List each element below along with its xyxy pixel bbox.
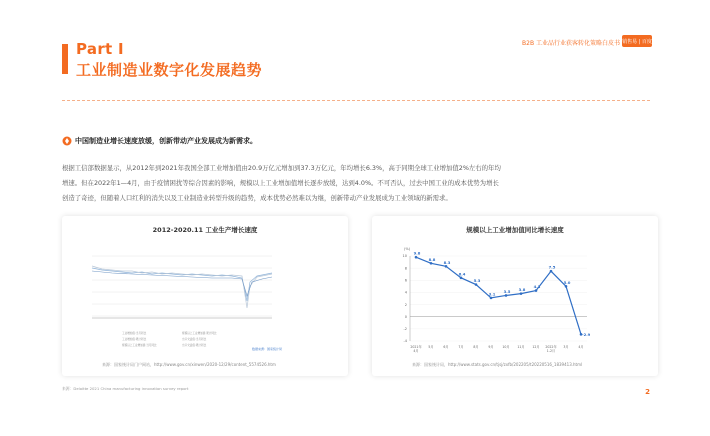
data-point	[550, 270, 553, 273]
x-tick-label: 9月	[488, 345, 494, 349]
dashed-divider	[62, 100, 650, 101]
x-tick-label: 4月	[578, 345, 584, 349]
brand-logo: 销售易 | 百度	[622, 35, 652, 47]
body-line: 创造了奇迹，但随着人口红利的消失以及工业制造业转型升级的趋势，成本优势必然难以为继，创新带动产业发展成为工业领域的新需求。	[62, 194, 452, 202]
x-tick-label-line2: 1-2月	[546, 349, 556, 353]
x-tick-label: 11月	[517, 345, 525, 349]
data-label: 9.8	[413, 250, 421, 256]
legend-item: 出口交货值:累计同比	[182, 344, 207, 347]
body-paragraph	[62, 161, 652, 206]
legend-item: 规模以上工业增加值:当月同比	[122, 344, 157, 347]
data-label: 3.1	[488, 291, 496, 297]
chart-source: 来源：国家统计局，http://www.stats.gov.cn/tjsj/zxfb/202205/t20220516_1839413.html	[412, 362, 583, 367]
data-label: 5.0	[563, 279, 571, 285]
x-tick-label: 3月	[563, 345, 569, 349]
y-axis-unit: (%)	[404, 247, 411, 251]
report-title: B2B 工业品行业获客转化策略白皮书	[522, 40, 620, 47]
grid	[92, 256, 272, 316]
data-label: 8.8	[428, 256, 436, 262]
y-tick-label: 10	[402, 254, 407, 259]
data-label: 3.5	[503, 288, 511, 294]
body-line: 增速。但在2022年1—4月，由于疫情困扰等综合因素的影响，规模以上工业增加值增长逐步放缓，达到4.0%。不可否认，过去中国工业的成本优势为增长	[62, 179, 499, 187]
section-title: 工业制造业数字化发展趋势	[76, 61, 263, 79]
x-tick-label: 8月	[473, 345, 479, 349]
page-number: 2	[645, 388, 650, 396]
value-added-growth-chart	[372, 216, 658, 376]
chart-title: 规模以上工业增加值同比增长速度	[466, 226, 564, 234]
y-tick-label: -4	[403, 339, 407, 344]
data-point	[460, 277, 463, 280]
accent-bar	[62, 44, 68, 74]
y-tick-label: 8	[404, 266, 407, 271]
data-point	[430, 262, 433, 265]
chart-card-industrial-value-added	[372, 216, 658, 376]
data-label: -2.9	[582, 331, 591, 337]
data-label: 6.4	[458, 271, 466, 277]
chart-source: 来源：国家统计局门户网站，http://www.gov.cn/xinwen/2020-12/29/content_5574526.htm	[102, 362, 276, 367]
industrial-production-chart	[62, 216, 348, 376]
data-label: 8.3	[443, 259, 451, 265]
chart-title: 2012-2020.11 工业生产增长速度	[152, 226, 258, 234]
data-point	[415, 256, 418, 259]
data-point	[475, 283, 478, 286]
series-line-2	[92, 266, 272, 308]
bullet-icon	[62, 136, 72, 146]
data-label: 3.8	[518, 287, 526, 293]
data-label: 7.5	[548, 264, 556, 270]
body-line: 根据工信部数据显示，从2012年到2021年我国全部工业增加值由20.9万亿元增加到37.3万亿元，年均增长6.3%，高于同期全球工业增加值2%左右的年均	[62, 164, 501, 172]
x-tick-label: 7月	[458, 345, 464, 349]
y-tick-label: 4	[404, 290, 407, 295]
callout-text: 中国制造业增长速度放缓，创新带动产业发展成为新需求。	[75, 137, 257, 145]
data-point	[520, 292, 523, 295]
x-tick-label: 2022年	[545, 345, 557, 349]
series-line	[416, 257, 581, 334]
x-tick-label: 5月	[428, 345, 434, 349]
legend-item: 工业增加值:当月同比	[122, 332, 147, 335]
x-tick-label: 2021年	[410, 345, 422, 349]
x-tick-label: 6月	[443, 345, 449, 349]
x-tick-label: 10月	[502, 345, 510, 349]
chart-card-industrial-production	[62, 216, 348, 376]
legend-item: 工业增加值:累计同比	[122, 338, 147, 341]
y-tick-label: 6	[404, 278, 407, 283]
chart-brand: 数据来源：国家统计局	[252, 347, 283, 351]
data-label: 5.3	[473, 278, 481, 284]
data-point	[565, 285, 568, 288]
data-point	[505, 294, 508, 297]
y-tick-label: 2	[404, 302, 407, 307]
x-tick-label-line2: 4月	[413, 349, 419, 353]
data-point	[445, 265, 448, 268]
legend-item: 出口交货值:当月同比	[182, 338, 207, 341]
data-label: 4.3	[533, 284, 541, 290]
data-point	[490, 297, 493, 300]
x-tick-label: 12月	[532, 345, 540, 349]
legend	[122, 331, 217, 347]
legend-item: 规模以上工业增加值:累计同比	[182, 332, 217, 335]
footnote: 来源：Deloitte 2021 China manufacturing innovation survey report	[62, 386, 189, 391]
y-tick-label: 0	[404, 314, 407, 319]
data-point	[535, 289, 538, 292]
part-label: Part I	[76, 40, 124, 58]
y-tick-label: -2	[403, 327, 407, 332]
